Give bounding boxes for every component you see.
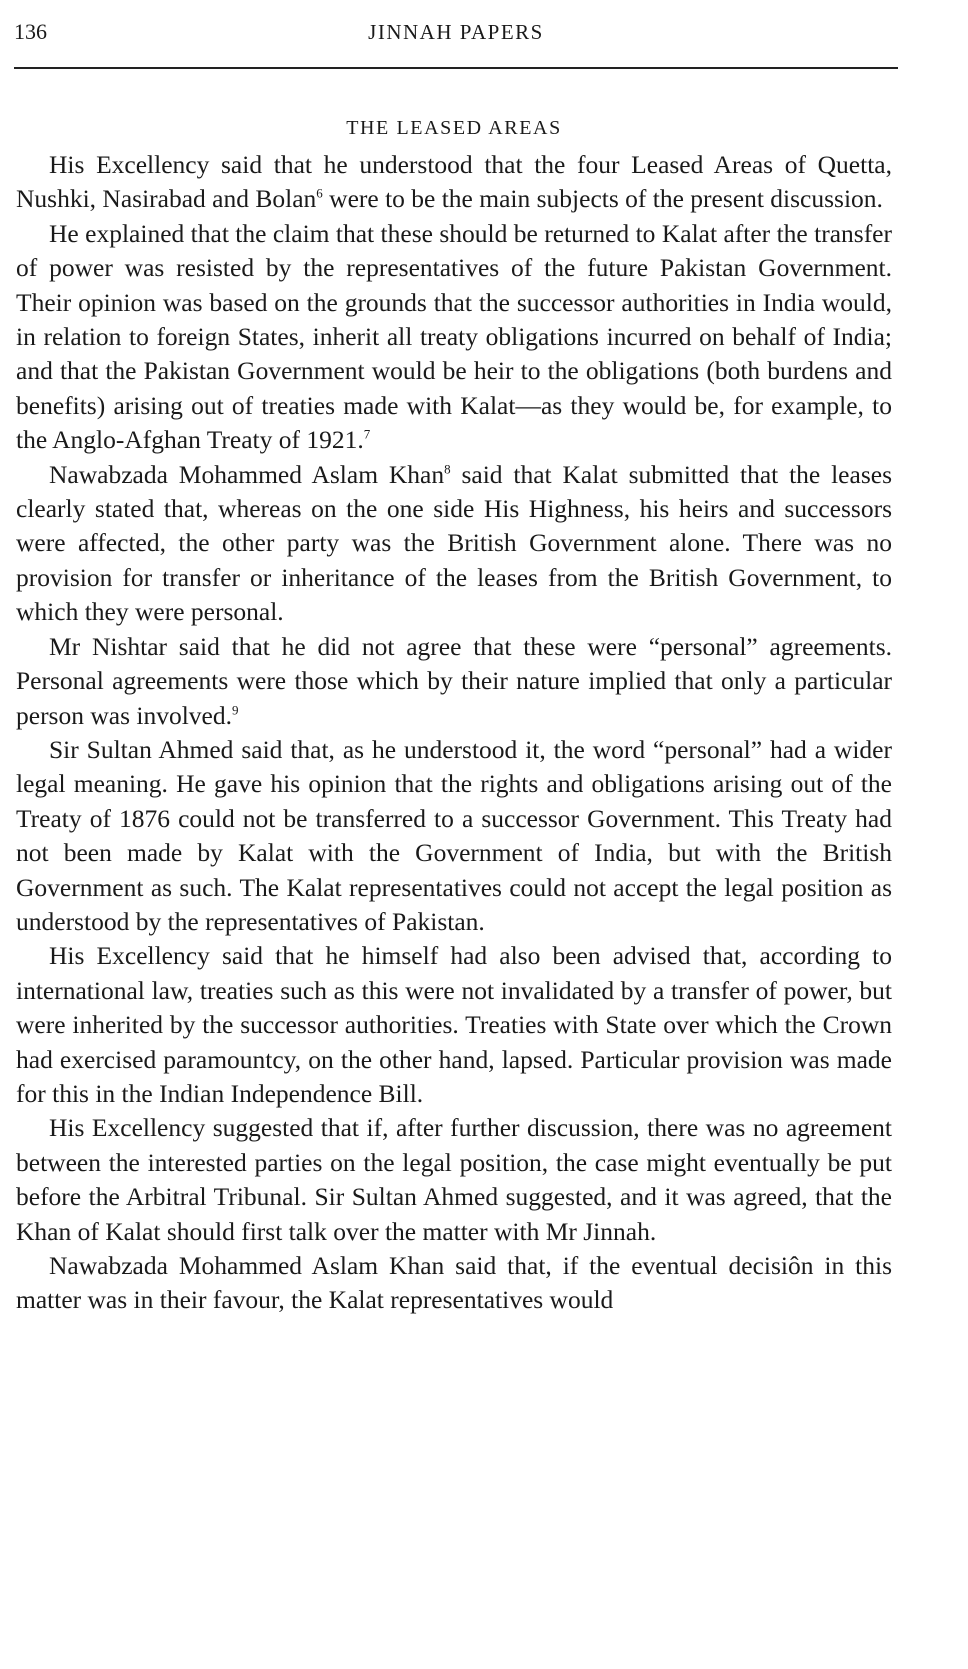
paragraph-text: were to be the main subjects of the present discussion. xyxy=(322,184,883,214)
paragraph xyxy=(16,733,892,939)
footnote-marker: 9 xyxy=(232,702,239,717)
paragraph xyxy=(16,1249,892,1318)
paragraph-text: Nawabzada Mohammed Aslam Khan xyxy=(49,459,445,489)
footnote-marker: 6 xyxy=(316,185,323,201)
footnote-marker: 7 xyxy=(363,426,371,442)
header-rule xyxy=(14,67,898,69)
paragraph-text: His Excellency said that he himself had also been advised that, according to international law, treaties such as this were not invalidated by a transfer of power, but were inherited by the successor authorities. Treaties with State over which the Crown had exercised paramountcy, on the other hand, lapsed. Particular provision was made for this in the Indian Independence Bill. xyxy=(16,941,892,1108)
paragraph xyxy=(16,217,892,458)
paragraph xyxy=(16,148,892,217)
paragraph-text: He explained that the claim that these should be returned to Kalat after the transfer of power was resisted by the representatives of the future Pakistan Government. Their opinion was based on the grounds that the successor authorities in India would, in relation to foreign States, inherit all treaty obligations incurred on behalf of India; and that the Pakistan Government would be heir to the obligations (both burdens and benefits) arising out of treaties made with Kalat—as they would be, for example, to the Anglo-Afghan Treaty of 1921. xyxy=(16,218,892,455)
body-text xyxy=(16,114,892,1318)
paragraph-text: His Excellency suggested that if, after further discussion, there was no agreement between the interested parties on the legal position, the case might eventually be put before the Arbitral Tribunal. Sir Sultan Ahmed suggested, and it was agreed, that the Khan of Kalat should first talk over the matter with Mr Jinnah. xyxy=(16,1113,892,1246)
section-heading: THE LEASED AREAS xyxy=(346,117,562,139)
book-title: JINNAH PAPERS xyxy=(368,20,544,44)
paragraph xyxy=(16,458,892,630)
footnote-marker: 8 xyxy=(444,461,451,477)
page-number: 136 xyxy=(14,19,47,44)
running-head xyxy=(14,16,898,48)
paragraph-list xyxy=(16,148,892,1318)
paragraph xyxy=(16,1111,892,1249)
paragraph-text: Sir Sultan Ahmed said that, as he understood it, the word “personal” had a wider legal meaning. He gave his opinion that the rights and obligations arising out of the Treaty of 1876 could not be transferred to a successor Government. This Treaty had not been made by Kalat with the Government of India, but with the British Government as such. The Kalat representatives could not accept the legal position as understood by the representatives of Pakistan. xyxy=(16,734,892,936)
paragraph-text: said that Kalat submitted that the leases clearly stated that, whereas on the one side His Highness, his heirs and successors were affected, the other party was the British Government alone. There was no provision for transfer or inheritance of the leases from the British Government, to which they were personal. xyxy=(16,459,892,627)
paragraph-text: His Excellency said that he understood that the four Leased Areas of Quetta, Nushki, Nasirabad and Bolan xyxy=(16,150,892,214)
paragraph xyxy=(16,630,892,733)
paragraph xyxy=(16,939,892,1111)
paragraph-text: Mr Nishtar said that he did not agree that these were “personal” agreements. Personal agreements were those which by their nature implied that only a particular person was involved. xyxy=(16,631,892,730)
paragraph-text: Nawabzada Mohammed Aslam Khan said that, if the eventual decisiôn in this matter was in their favour, the Kalat representatives would xyxy=(16,1251,892,1315)
